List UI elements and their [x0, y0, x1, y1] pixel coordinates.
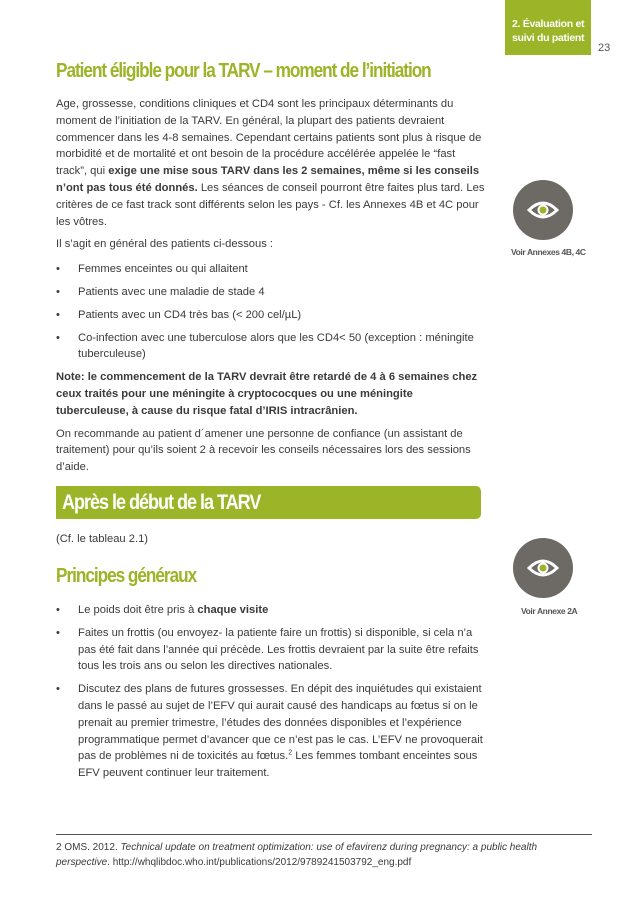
footnote-ref[interactable]: 2 — [288, 749, 293, 757]
section2-body — [56, 602, 486, 788]
list-item — [56, 602, 486, 619]
eye-label-annexes: Voir Annexes 4B, 4C — [511, 247, 586, 257]
paragraph-treatment-assistant: On recommande au patient d´amener une personne de confiance (un assistant de traitement) pour qu’ils soient 2 à recevoir les conseils nécessaires lors des sessions d’aide. — [56, 427, 471, 474]
paragraph-text: Age, grossesse, conditions cliniques et CD4 sont les principaux déterminants du moment de l’initiation de la TARV. En général, la plupart des patients devraient commencer dans les 4-8 semaines. Cependant certains patients sont plus à risque de morbidité et de mortalité et ont besoin de la procédure accélérée appelée le “fast track”, qui — [56, 98, 482, 178]
principles-list — [56, 602, 486, 782]
footnote-title: Technical update on treatment optimization: use of efavirenz during pregnancy: a public health perspective — [56, 842, 538, 868]
list-item — [56, 681, 486, 782]
list-item-text: Le poids doit être pris à — [78, 604, 198, 616]
footnote-number: 2 — [56, 842, 62, 853]
list-item-text-end: Les femmes tombant enceintes sous EFV peuvent continuer leur traitement. — [78, 750, 478, 780]
subsection-title: Principes généraux — [56, 565, 197, 587]
list-item: • Patients avec une maladie de stade 4 — [56, 284, 486, 301]
footnote-link[interactable]: . http://whqlibdoc.who.int/publications/2012/9789241503792_eng.pdf — [107, 856, 412, 868]
eye-badge-annexes[interactable] — [513, 180, 573, 240]
banner-title: Après le début de la TARV — [62, 491, 261, 514]
list-item: • Femmes enceintes ou qui allaitent — [56, 261, 486, 278]
section-tab-line1: 2. Évaluation et — [512, 18, 585, 30]
paragraph-bold: exige une mise sous TARV dans les 2 semaines, même si les conseils n’ont pas tous été donnés. — [56, 165, 480, 194]
section-banner — [56, 486, 481, 519]
eye-label-annex-2a: Voir Annexe 2A — [521, 606, 578, 616]
eye-icon — [513, 180, 573, 240]
footnote — [56, 841, 586, 870]
section-title: Patient éligible pour la TARV – moment de l’initiation — [56, 60, 431, 82]
list-item: • Faites un frottis (ou envoyez- la patiente faire un frottis) si disponible, si cela n’a pas été fait dans l’année qui précède. Les frottis devraient par la suite être refaits tous les trois ans ou selon les directives nationales. — [56, 625, 486, 675]
footnote-authors: OMS. 2012. — [61, 842, 121, 853]
patient-list — [56, 261, 486, 363]
paragraph-text-end: Les séances de conseil pourront être faites plus tard. Les critères de ce fast track sont différents selon les pays - Cf. les Annexes 4B et 4C pour les vôtres. — [56, 181, 485, 228]
list-item-bold: chaque visite — [197, 604, 269, 616]
eye-badge-annex-2a[interactable] — [513, 538, 573, 598]
section-tab — [505, 0, 591, 55]
list-item: • Patients avec un CD4 très bas (< 200 cel/µL) — [56, 307, 486, 324]
intro-text: Il s’agit en général des patients ci-dessous : — [56, 238, 274, 251]
section-tab-line2: suivi du patient — [512, 32, 585, 44]
list-item-text: Discutez des plans de futures grossesses. En dépit des inquiétudes qui existaient dans le passé au sujet de l’EFV qui aurait causé des handicaps au fœtus si on le prenait au premier trimestre, l’études des données disponibles et l’expérience programmatique permet d’avancer que ce n’est pas le cas. L’EFV ne provoquerait pas de problèmes ni de toxicités au fœtus. — [78, 683, 483, 763]
paragraph-eligibility — [56, 96, 486, 230]
table-reference: (Cf. le tableau 2.1) — [56, 533, 149, 545]
list-item: • Co-infection avec une tuberculose alors que les CD4< 50 (exception : méningite tuberculeuse) — [56, 330, 486, 364]
footnote-divider — [56, 834, 592, 835]
note-text: Note: le commencement de la TARV devrait être retardé de 4 à 6 semaines chez ceux traités pour une méningite à cryptococques ou une méningite tuberculeuse, à cause du risque fatal d’IRIS intracrânien. — [56, 371, 478, 417]
eye-icon — [513, 538, 573, 598]
section1-body — [56, 96, 486, 476]
page-number: 23 — [598, 42, 611, 54]
